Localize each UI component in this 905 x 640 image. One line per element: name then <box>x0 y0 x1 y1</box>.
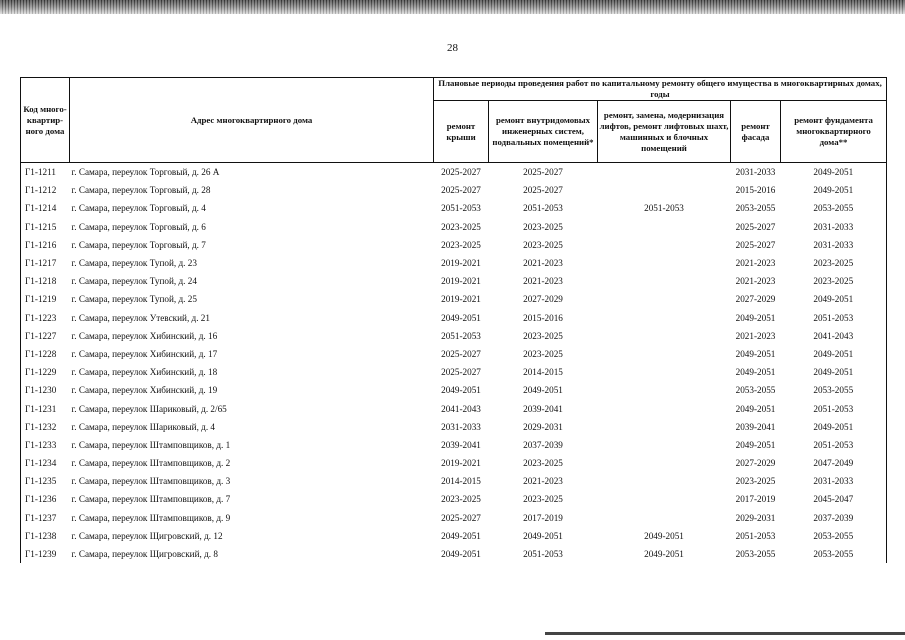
address-cell: г. Самара, переулок Торговый, д. 26 А <box>71 167 220 178</box>
table-row <box>21 309 887 327</box>
address-cell: г. Самара, переулок Хибинский, д. 16 <box>71 330 218 341</box>
foundation-period-cell: 2045-2047 <box>781 490 887 508</box>
foundation-period-cell: 2031-2033 <box>781 472 887 490</box>
lifts-period-cell: 2049-2051 <box>644 549 684 560</box>
table-row <box>21 454 887 472</box>
roof-period-cell: 2019-2021 <box>441 258 481 269</box>
house-code-cell: Г1-1235 <box>21 472 70 490</box>
table-row <box>21 472 887 490</box>
foundation-period-cell: 2053-2055 <box>781 199 887 217</box>
capital-repair-table-container <box>20 77 886 563</box>
foundation-period-cell: 2049-2051 <box>781 345 887 363</box>
roof-period-cell: 2019-2021 <box>441 458 481 469</box>
address-cell: г. Самара, переулок Тупой, д. 25 <box>71 294 197 305</box>
roof-period-cell: 2025-2027 <box>441 167 481 178</box>
lifts-period-cell <box>598 436 731 454</box>
facade-period-cell: 2023-2025 <box>735 476 776 487</box>
lifts-period-cell <box>598 327 731 345</box>
systems-period-cell: 2014-2015 <box>523 367 563 378</box>
address-cell: г. Самара, переулок Штамповщиков, д. 1 <box>71 439 231 450</box>
foundation-period-cell: 2049-2051 <box>781 181 887 199</box>
address-cell: г. Самара, переулок Хибинский, д. 19 <box>71 385 218 396</box>
house-code-cell: Г1-1211 <box>21 163 70 182</box>
facade-period-cell: 2021-2023 <box>735 258 776 269</box>
roof-period-cell: 2041-2043 <box>441 403 481 414</box>
address-cell: г. Самара, переулок Щигровский, д. 12 <box>71 530 223 541</box>
header-facade: ремонт фасада <box>731 101 781 163</box>
house-code-cell: Г1-1234 <box>21 454 70 472</box>
lifts-period-cell <box>598 363 731 381</box>
table-row <box>21 363 887 381</box>
address-cell: г. Самара, переулок Шариковый, д. 2/65 <box>71 403 227 414</box>
table-row <box>21 272 887 290</box>
foundation-period-cell: 2049-2051 <box>781 163 887 182</box>
facade-period-cell: 2025-2027 <box>735 239 776 250</box>
facade-period-cell: 2053-2055 <box>735 385 776 396</box>
table-body <box>21 163 887 564</box>
address-cell: г. Самара, переулок Щигровский, д. 8 <box>71 549 218 560</box>
lifts-period-cell <box>598 181 731 199</box>
lifts-period-cell: 2049-2051 <box>644 530 684 541</box>
house-code-cell: Г1-1217 <box>21 254 70 272</box>
house-code-cell: Г1-1231 <box>21 399 70 417</box>
table-row <box>21 254 887 272</box>
roof-period-cell: 2031-2033 <box>441 421 481 432</box>
facade-period-cell: 2051-2053 <box>735 530 776 541</box>
systems-period-cell: 2015-2016 <box>523 312 563 323</box>
table-row <box>21 399 887 417</box>
address-cell: г. Самара, переулок Торговый, д. 6 <box>71 221 206 232</box>
foundation-period-cell: 2031-2033 <box>781 218 887 236</box>
lifts-period-cell <box>598 290 731 308</box>
scan-bottom-edge <box>545 632 905 635</box>
facade-period-cell: 2027-2029 <box>735 458 776 469</box>
address-cell: г. Самара, переулок Штамповщиков, д. 9 <box>71 512 231 523</box>
roof-period-cell: 2051-2053 <box>441 330 481 341</box>
table-row <box>21 181 887 199</box>
roof-period-cell: 2023-2025 <box>441 494 481 505</box>
house-code-cell: Г1-1218 <box>21 272 70 290</box>
facade-period-cell: 2021-2023 <box>735 330 776 341</box>
house-code-cell: Г1-1236 <box>21 490 70 508</box>
lifts-period-cell <box>598 509 731 527</box>
foundation-period-cell: 2053-2055 <box>781 545 887 563</box>
facade-period-cell: 2049-2051 <box>735 439 776 450</box>
roof-period-cell: 2025-2027 <box>441 348 481 359</box>
foundation-period-cell: 2053-2055 <box>781 381 887 399</box>
systems-period-cell: 2023-2025 <box>523 330 563 341</box>
header-periods-group: Плановые периоды проведения работ по капитальному ремонту общего имущества в многоквартирных домах, годы <box>434 78 887 101</box>
header-lifts: ремонт, замена, модернизация лифтов, ремонт лифтовых шахт, машинных и блочных помещений <box>598 101 731 163</box>
address-cell: г. Самара, переулок Торговый, д. 7 <box>71 239 206 250</box>
table-row <box>21 163 887 182</box>
house-code-cell: Г1-1229 <box>21 363 70 381</box>
systems-period-cell: 2021-2023 <box>523 258 563 269</box>
roof-period-cell: 2025-2027 <box>441 367 481 378</box>
facade-period-cell: 2029-2031 <box>735 512 776 523</box>
table-row <box>21 218 887 236</box>
header-systems: ремонт внутридомовых инженерных систем, подвальных помещений* <box>489 101 598 163</box>
house-code-cell: Г1-1219 <box>21 290 70 308</box>
foundation-period-cell: 2047-2049 <box>781 454 887 472</box>
facade-period-cell: 2031-2033 <box>735 167 776 178</box>
header-code: Код много-квартир-ного дома <box>21 78 70 163</box>
lifts-period-cell <box>598 399 731 417</box>
address-cell: г. Самара, переулок Торговый, д. 4 <box>71 203 206 214</box>
header-foundation: ремонт фундамента многоквартирного дома** <box>781 101 887 163</box>
systems-period-cell: 2017-2019 <box>523 512 563 523</box>
lifts-period-cell <box>598 418 731 436</box>
capital-repair-table <box>20 77 887 563</box>
house-code-cell: Г1-1215 <box>21 218 70 236</box>
house-code-cell: Г1-1214 <box>21 199 70 217</box>
lifts-period-cell <box>598 309 731 327</box>
systems-period-cell: 2051-2053 <box>523 203 563 214</box>
lifts-period-cell <box>598 236 731 254</box>
house-code-cell: Г1-1230 <box>21 381 70 399</box>
facade-period-cell: 2015-2016 <box>735 185 776 196</box>
address-cell: г. Самара, переулок Торговый, д. 28 <box>71 185 211 196</box>
lifts-period-cell <box>598 163 731 182</box>
table-row <box>21 490 887 508</box>
systems-period-cell: 2023-2025 <box>523 239 563 250</box>
lifts-period-cell <box>598 345 731 363</box>
address-cell: г. Самара, переулок Хибинский, д. 18 <box>71 367 218 378</box>
address-cell: г. Самара, переулок Хибинский, д. 17 <box>71 348 218 359</box>
foundation-period-cell: 2053-2055 <box>781 527 887 545</box>
roof-period-cell: 2049-2051 <box>441 530 481 541</box>
systems-period-cell: 2023-2025 <box>523 458 563 469</box>
house-code-cell: Г1-1228 <box>21 345 70 363</box>
table-row <box>21 290 887 308</box>
facade-period-cell: 2027-2029 <box>735 294 776 305</box>
header-roof: ремонт крыши <box>434 101 489 163</box>
house-code-cell: Г1-1227 <box>21 327 70 345</box>
roof-period-cell: 2019-2021 <box>441 294 481 305</box>
facade-period-cell: 2049-2051 <box>735 348 776 359</box>
roof-period-cell: 2025-2027 <box>441 185 481 196</box>
header-address: Адрес многоквартирного дома <box>70 78 434 163</box>
facade-period-cell: 2025-2027 <box>735 221 776 232</box>
table-row <box>21 436 887 454</box>
facade-period-cell: 2049-2051 <box>735 403 776 414</box>
lifts-period-cell <box>598 254 731 272</box>
lifts-period-cell: 2051-2053 <box>644 203 684 214</box>
address-cell: г. Самара, переулок Штамповщиков, д. 7 <box>71 494 231 505</box>
table-row <box>21 345 887 363</box>
foundation-period-cell: 2051-2053 <box>781 436 887 454</box>
lifts-period-cell <box>598 218 731 236</box>
foundation-period-cell: 2041-2043 <box>781 327 887 345</box>
roof-period-cell: 2049-2051 <box>441 549 481 560</box>
roof-period-cell: 2051-2053 <box>441 203 481 214</box>
foundation-period-cell: 2049-2051 <box>781 363 887 381</box>
scan-edge-shadow <box>0 0 905 14</box>
house-code-cell: Г1-1232 <box>21 418 70 436</box>
systems-period-cell: 2027-2029 <box>523 294 563 305</box>
roof-period-cell: 2014-2015 <box>441 476 481 487</box>
facade-period-cell: 2017-2019 <box>735 494 776 505</box>
systems-period-cell: 2051-2053 <box>523 549 563 560</box>
house-code-cell: Г1-1223 <box>21 309 70 327</box>
systems-period-cell: 2021-2023 <box>523 276 563 287</box>
systems-period-cell: 2049-2051 <box>523 530 563 541</box>
address-cell: г. Самара, переулок Штамповщиков, д. 3 <box>71 476 231 487</box>
foundation-period-cell: 2049-2051 <box>781 418 887 436</box>
foundation-period-cell: 2023-2025 <box>781 254 887 272</box>
table-row <box>21 545 887 563</box>
page-number: 28 <box>447 42 458 54</box>
foundation-period-cell: 2049-2051 <box>781 290 887 308</box>
address-cell: г. Самара, переулок Тупой, д. 24 <box>71 276 197 287</box>
systems-period-cell: 2039-2041 <box>523 403 563 414</box>
roof-period-cell: 2039-2041 <box>441 439 481 450</box>
systems-period-cell: 2021-2023 <box>523 476 563 487</box>
foundation-period-cell: 2023-2025 <box>781 272 887 290</box>
address-cell: г. Самара, переулок Штамповщиков, д. 2 <box>71 458 231 469</box>
table-row <box>21 381 887 399</box>
lifts-period-cell <box>598 454 731 472</box>
house-code-cell: Г1-1238 <box>21 527 70 545</box>
lifts-period-cell <box>598 272 731 290</box>
table-row <box>21 509 887 527</box>
table-row <box>21 236 887 254</box>
lifts-period-cell <box>598 381 731 399</box>
address-cell: г. Самара, переулок Тупой, д. 23 <box>71 258 197 269</box>
systems-period-cell: 2029-2031 <box>523 421 563 432</box>
roof-period-cell: 2019-2021 <box>441 276 481 287</box>
foundation-period-cell: 2051-2053 <box>781 309 887 327</box>
systems-period-cell: 2023-2025 <box>523 348 563 359</box>
lifts-period-cell <box>598 472 731 490</box>
house-code-cell: Г1-1212 <box>21 181 70 199</box>
address-cell: г. Самара, переулок Шариковый, д. 4 <box>71 421 216 432</box>
systems-period-cell: 2023-2025 <box>523 494 563 505</box>
roof-period-cell: 2025-2027 <box>441 512 481 523</box>
facade-period-cell: 2053-2055 <box>735 549 776 560</box>
roof-period-cell: 2023-2025 <box>441 221 481 232</box>
table-row <box>21 418 887 436</box>
systems-period-cell: 2025-2027 <box>523 167 563 178</box>
foundation-period-cell: 2051-2053 <box>781 399 887 417</box>
facade-period-cell: 2053-2055 <box>735 203 776 214</box>
facade-period-cell: 2049-2051 <box>735 367 776 378</box>
foundation-period-cell: 2031-2033 <box>781 236 887 254</box>
address-cell: г. Самара, переулок Утевский, д. 21 <box>71 312 210 323</box>
table-row <box>21 527 887 545</box>
lifts-period-cell <box>598 490 731 508</box>
house-code-cell: Г1-1216 <box>21 236 70 254</box>
systems-period-cell: 2037-2039 <box>523 439 563 450</box>
systems-period-cell: 2025-2027 <box>523 185 563 196</box>
systems-period-cell: 2023-2025 <box>523 221 563 232</box>
facade-period-cell: 2021-2023 <box>735 276 776 287</box>
facade-period-cell: 2039-2041 <box>735 421 776 432</box>
systems-period-cell: 2049-2051 <box>523 385 563 396</box>
house-code-cell: Г1-1239 <box>21 545 70 563</box>
house-code-cell: Г1-1237 <box>21 509 70 527</box>
foundation-period-cell: 2037-2039 <box>781 509 887 527</box>
roof-period-cell: 2023-2025 <box>441 239 481 250</box>
table-row <box>21 327 887 345</box>
facade-period-cell: 2049-2051 <box>735 312 776 323</box>
house-code-cell: Г1-1233 <box>21 436 70 454</box>
table-row <box>21 199 887 217</box>
roof-period-cell: 2049-2051 <box>441 312 481 323</box>
roof-period-cell: 2049-2051 <box>441 385 481 396</box>
